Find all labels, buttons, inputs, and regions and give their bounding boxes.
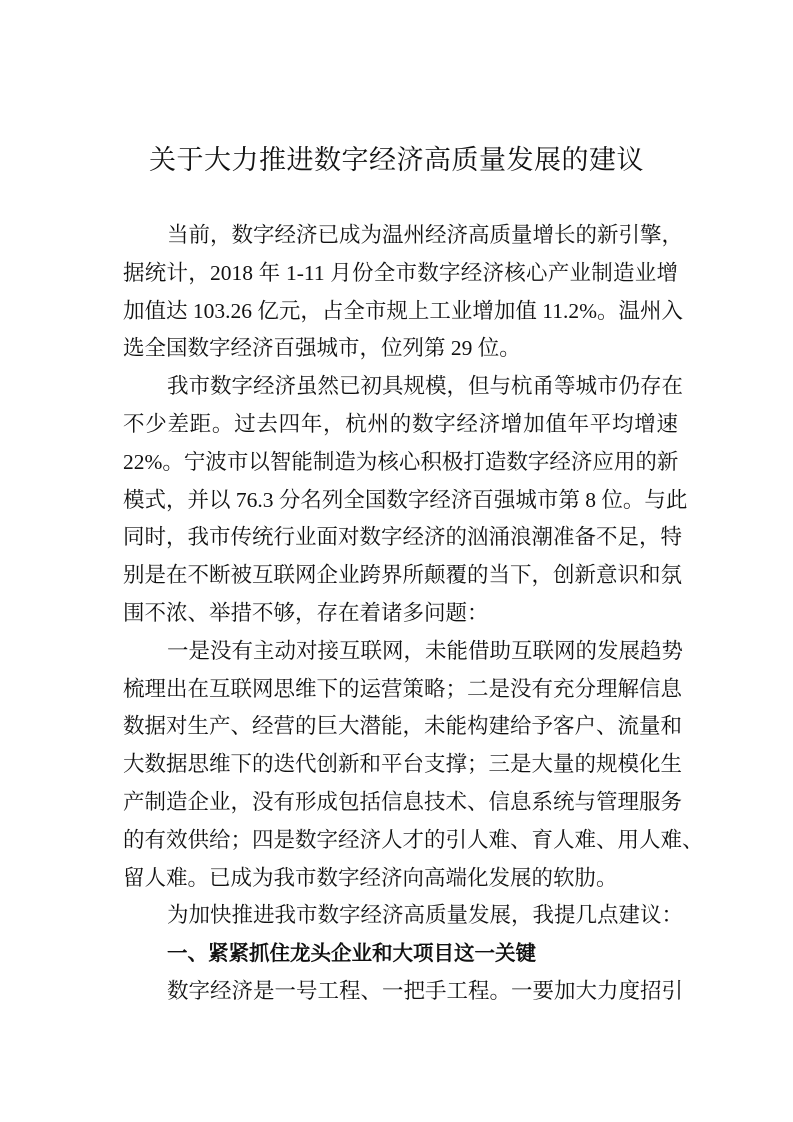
text-line: 别是在不断被互联网企业跨界所颠覆的当下，创新意识和氛: [123, 563, 683, 588]
text-line: 同时，我市传统行业面对数字经济的汹涌浪潮准备不足，特: [123, 525, 683, 550]
document-title: 关于大力推进数字经济高质量发展的建议: [149, 145, 644, 175]
paragraph-3: [123, 633, 704, 898]
text-line: 模式，并以 76.3 分名列全国数字经济百强城市第 8 位。与此: [123, 487, 688, 512]
text-line: 的有效供给；四是数字经济人才的引人难、育人难、用人难、: [123, 827, 704, 852]
text-line: 据统计，2018 年 1-11 月份全市数字经济核心产业制造业增: [123, 260, 678, 285]
text-line: 一是没有主动对接互联网，未能借助互联网的发展趋势: [167, 638, 684, 663]
section-heading: 一、紧紧抓住龙头企业和大项目这一关键: [167, 941, 536, 966]
text-line: 大数据思维下的迭代创新和平台支撑；三是大量的规模化生: [123, 752, 683, 777]
text-line: 当前，数字经济已成为温州经济高质量增长的新引擎，: [167, 223, 684, 247]
text-line: 围不浓、举措不够，存在着诸多问题：: [123, 600, 489, 625]
text-line: 数字经济是一号工程、一把手工程。一要加大力度招引: [167, 978, 684, 1003]
text-line: 加值达 103.26 亿元，占全市规上工业增加值 11.2%。温州入: [123, 298, 683, 323]
text-line: 梳理出在互联网思维下的运营策略；二是没有充分理解信息: [123, 676, 683, 701]
text-line: 产制造企业，没有形成包括信息技术、信息系统与管理服务: [123, 789, 683, 814]
text-line: 22%。宁波市以智能制造为核心积极打造数字经济应用的新: [123, 449, 679, 474]
text-line: 选全国数字经济百强城市，位列第 29 位。: [123, 336, 521, 361]
paragraph-4: [123, 897, 684, 935]
text-line: 我市数字经济虽然已初具规模，但与杭甬等城市仍存在: [167, 374, 684, 399]
paragraph-2: [123, 368, 688, 633]
text-line: 留人难。已成为我市数字经济向高端化发展的软肋。: [123, 865, 618, 890]
document-body: [123, 217, 704, 1011]
text-line: 不少差距。过去四年，杭州的数字经济增加值年平均增速: [123, 411, 678, 436]
paragraph-1: [123, 217, 684, 368]
text-line: 为加快推进我市数字经济高质量发展，我提几点建议：: [167, 903, 684, 928]
text-line: 数据对生产、经营的巨大潜能，未能构建给予客户、流量和: [123, 714, 683, 739]
